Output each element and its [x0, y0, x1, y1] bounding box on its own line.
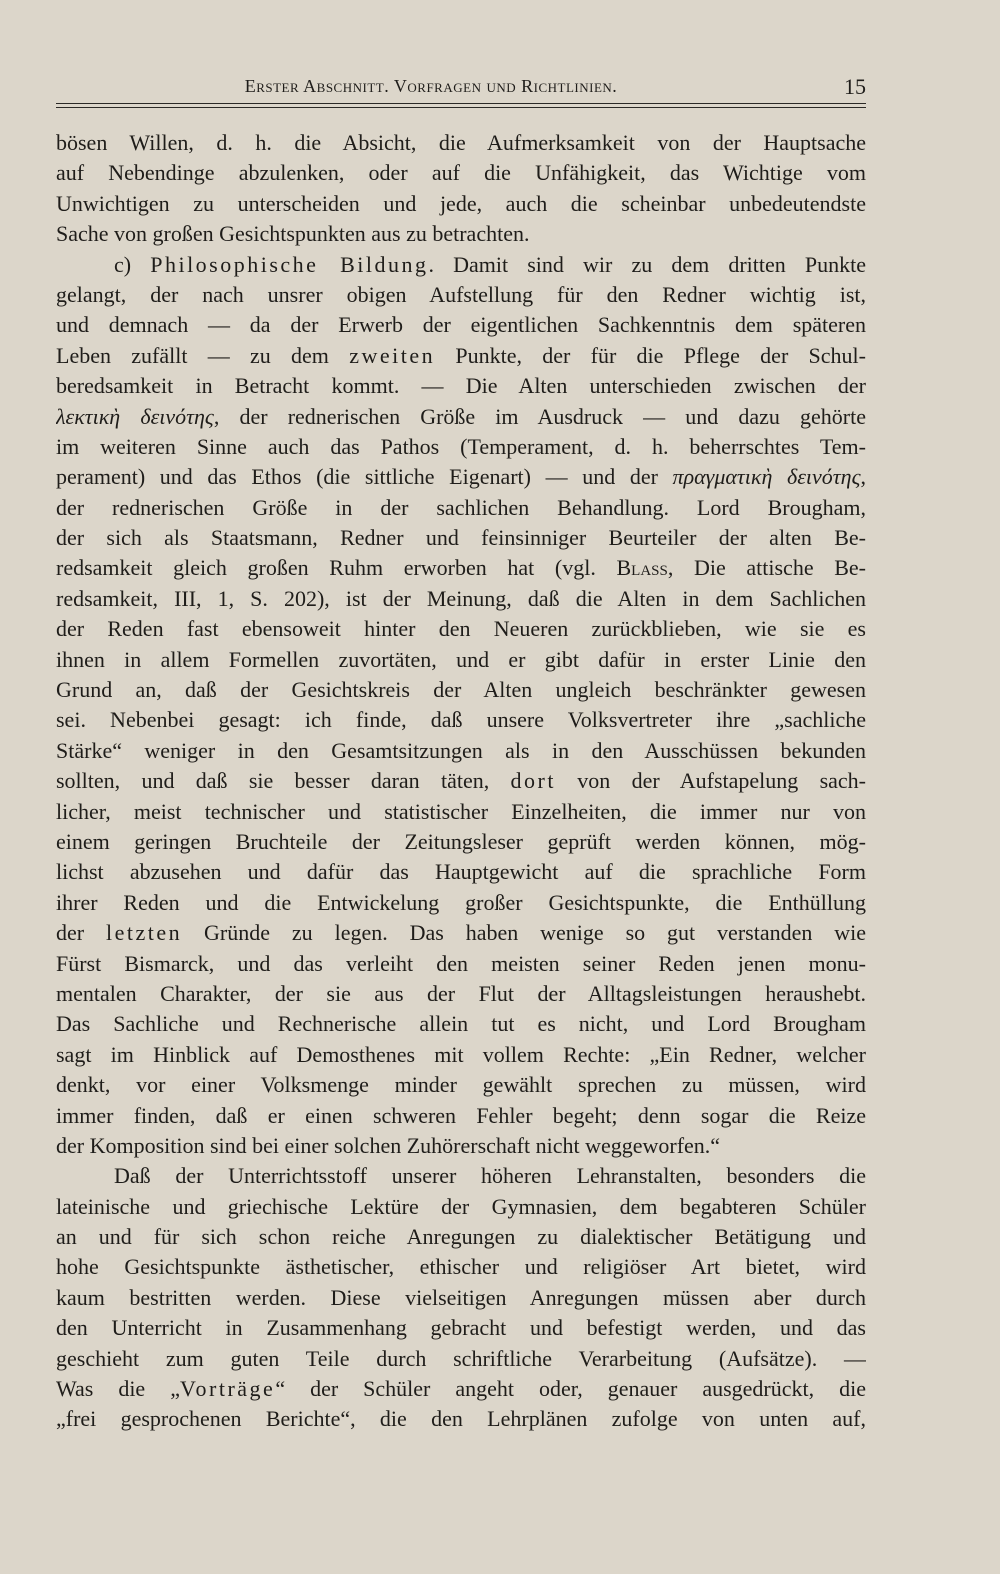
text-line: c) Philosophische Bildung. Damit sind wir zu dem dritten Punkte — [114, 251, 866, 277]
spaced-emphasis: Philosophische Bildung — [150, 251, 429, 277]
greek-term: λεκτικὴ δεινότης — [56, 403, 214, 429]
spaced-emphasis: Vorträge — [179, 1376, 276, 1402]
header-rule-bottom — [56, 107, 866, 108]
text-line: Fürst Bismarck, und das verleiht den meisten seiner Reden jenen monu- — [56, 950, 866, 976]
text-line: den Unterricht in Zusammenhang gebracht und befestigt werden, und das — [56, 1315, 866, 1341]
text-line: Daß der Unterrichtsstoff unserer höheren Lehranstalten, besonders die — [114, 1163, 866, 1189]
text-line: denkt, vor einer Volksmenge minder gewählt sprechen zu müssen, wird — [56, 1072, 866, 1098]
text-line: Grund an, daß der Gesichtskreis der Alten ungleich beschränkter gewesen — [56, 677, 866, 703]
text-line: der sich als Staatsmann, Redner und feinsinniger Beurteiler der alten Be- — [56, 525, 866, 551]
text-line: an und für sich schon reiche Anregungen zu dialektischer Betätigung und — [56, 1224, 866, 1250]
text-line: mentalen Charakter, der sie aus der Flut der Alltagsleistungen heraushebt. — [56, 980, 866, 1006]
text-line: auf Nebendinge abzulenken, oder auf die Unfähigkeit, das Wichtige vom — [56, 160, 866, 186]
text-line: kaum bestritten werden. Diese vielseitigen Anregungen müssen aber durch — [56, 1284, 866, 1310]
text-line: der letzten Gründe zu legen. Das haben wenige so gut verstanden wie — [56, 920, 866, 946]
text-line: sei. Nebenbei gesagt: ich finde, daß unsere Volksvertreter ihre „sachliche — [56, 707, 866, 733]
spaced-emphasis: dort — [510, 768, 556, 794]
greek-term: πραγματικὴ δεινότης — [672, 464, 861, 490]
text-line: ihrer Reden und die Entwickelung großer Gesichtspunkte, die Enthüllung — [56, 889, 866, 915]
text-line: lichst abzusehen und dafür das Hauptgewicht auf die sprachliche Form — [56, 859, 866, 885]
text-line: „frei gesprochenen Berichte“, die den Lehrplänen zufolge von unten auf, — [56, 1406, 866, 1432]
text-line: Stärke“ weniger in den Gesamtsitzungen als in den Ausschüssen bekunden — [56, 737, 866, 763]
text-line: einem geringen Bruchteile der Zeitungsleser geprüft werden können, mög- — [56, 828, 866, 854]
text-line: hohe Gesichtspunkte ästhetischer, ethischer und religiöser Art bietet, wird — [56, 1254, 866, 1280]
text-line: Leben zufällt — zu dem zweiten Punkte, der für die Pflege der Schul- — [56, 342, 866, 368]
text-line: im weiteren Sinne auch das Pathos (Temperament, d. h. beherrschtes Tem- — [56, 433, 866, 459]
text-line: bösen Willen, d. h. die Absicht, die Aufmerksamkeit von der Hauptsache — [56, 130, 866, 155]
page-number: 15 — [844, 74, 866, 99]
text-line: gelangt, der nach unsrer obigen Aufstellung für den Redner wichtig ist, — [56, 281, 866, 307]
running-head-title: Erster Abschnitt. Vorfragen und Richtlinien. — [244, 76, 618, 96]
text-line: Sache von großen Gesichtspunkten aus zu betrachten. — [56, 221, 530, 247]
text-line: licher, meist technischer und statistischer Einzelheiten, die immer nur von — [56, 798, 866, 824]
text-line: der Reden fast ebensoweit hinter den Neueren zurückblieben, wie sie es — [56, 616, 866, 642]
header-rule-top — [56, 103, 866, 104]
text-line: lateinische und griechische Lektüre der Gymnasien, dem begabteren Schüler — [56, 1193, 866, 1219]
text-line: der rednerischen Größe in der sachlichen Behandlung. Lord Brougham, — [56, 494, 866, 520]
running-head — [56, 70, 866, 106]
spaced-emphasis: letzten — [106, 920, 183, 946]
text-line: immer finden, daß er einen schweren Fehler begeht; denn sogar die Reize — [56, 1102, 866, 1128]
text-line: Das Sachliche und Rechnerische allein tut es nicht, und Lord Brougham — [56, 1011, 866, 1037]
body-text — [56, 128, 866, 1435]
text-line: sagt im Hinblick auf Demosthenes mit vollem Rechte: „Ein Redner, welcher — [56, 1041, 866, 1067]
author-name: Blass — [616, 555, 668, 581]
text-line: sollten, und daß sie besser daran täten, dort von der Aufstapelung sach- — [56, 768, 866, 794]
text-line: Was die „Vorträge“ der Schüler angeht oder, genauer ausgedrückt, die — [56, 1376, 866, 1402]
text-line: Unwichtigen zu unterscheiden und jede, auch die scheinbar unbedeutendste — [56, 190, 866, 216]
text-line: ihnen in allem Formellen zuvortäten, und er gibt dafür in erster Linie den — [56, 646, 866, 672]
text-line: und demnach — da der Erwerb der eigentlichen Sachkenntnis dem späteren — [56, 312, 866, 338]
spaced-emphasis: zweiten — [349, 342, 436, 368]
text-line: λεκτικὴ δεινότης, der rednerischen Größe im Ausdruck — und dazu gehörte — [56, 403, 866, 429]
text-line: redsamkeit gleich großen Ruhm erworben hat (vgl. Blass, Die attische Be- — [56, 555, 866, 581]
text-line: der Komposition sind bei einer solchen Zuhörerschaft nicht weggeworfen.“ — [56, 1132, 721, 1158]
text-line: geschieht zum guten Teile durch schriftliche Verarbeitung (Aufsätze). — — [56, 1345, 866, 1371]
text-line: redsamkeit, III, 1, S. 202), ist der Meinung, daß die Alten in dem Sachlichen — [56, 585, 866, 611]
text-line: perament) und das Ethos (die sittliche Eigenart) — und der πραγματικὴ δεινότης, — [56, 464, 866, 490]
text-line: beredsamkeit in Betracht kommt. — Die Alten unterschieden zwischen der — [56, 373, 866, 399]
